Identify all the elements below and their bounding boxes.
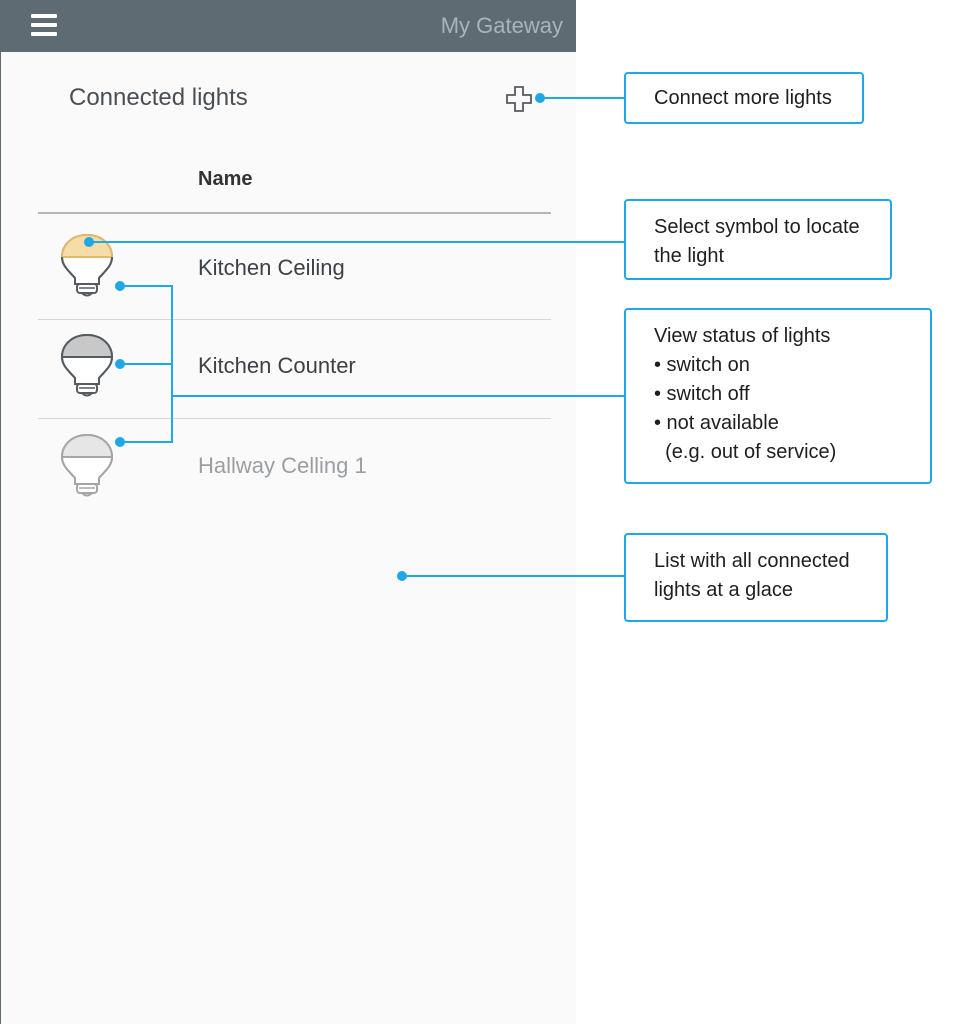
- light-name: Hallway Celling 1: [198, 453, 367, 478]
- callout-list-overview: [624, 533, 888, 622]
- callout-text: • switch off: [654, 383, 750, 405]
- plus-icon[interactable]: [506, 86, 532, 112]
- top-bar: [1, 0, 576, 52]
- light-bulb-icon[interactable]: [58, 332, 116, 400]
- callout-view-status: [624, 308, 932, 484]
- column-header-name: Name: [198, 168, 253, 190]
- callout-text: • not available: [654, 412, 779, 434]
- light-name: Kitchen Counter: [198, 353, 356, 378]
- callout-text: Select symbol to locate: [654, 216, 860, 238]
- hamburger-icon[interactable]: [31, 14, 57, 36]
- light-row-kitchen-counter[interactable]: [38, 320, 551, 418]
- callout-text: • switch on: [654, 354, 750, 376]
- callout-text: the light: [654, 245, 725, 267]
- callout-text: View status of lights: [654, 325, 831, 347]
- callout-text: List with all connected: [654, 550, 850, 572]
- light-bulb-icon[interactable]: [58, 232, 116, 300]
- callout-locate-light: [624, 199, 892, 280]
- light-row-kitchen-ceiling[interactable]: [38, 222, 551, 320]
- header-divider: [38, 212, 551, 214]
- callout-text: lights at a glace: [654, 579, 793, 601]
- page-title: Connected lights: [69, 84, 248, 111]
- callout-text: Connect more lights: [654, 87, 832, 109]
- callout-connect-more-lights: [624, 72, 864, 124]
- light-bulb-icon[interactable]: [58, 432, 116, 500]
- callout-text: (e.g. out of service): [654, 441, 837, 463]
- app-title: My Gateway: [440, 13, 563, 38]
- light-row-hallway-celling-1[interactable]: [38, 419, 551, 517]
- light-name: Kitchen Ceiling: [198, 255, 345, 280]
